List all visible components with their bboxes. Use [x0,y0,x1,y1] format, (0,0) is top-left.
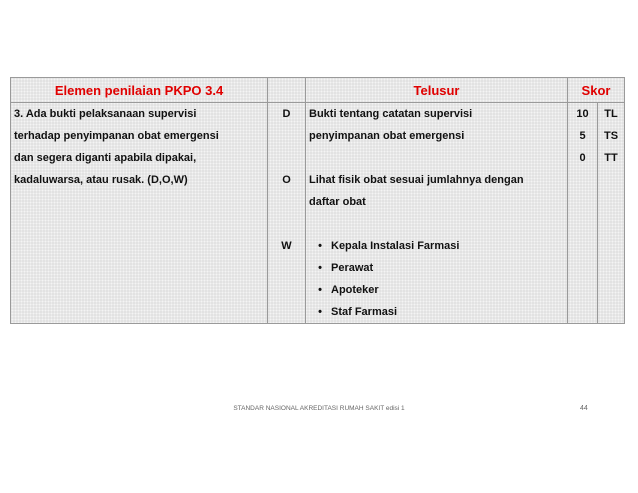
table-row [11,103,625,324]
score-label: TL [604,108,618,120]
list-item: • Staf Farmasi [306,301,567,323]
page-number: 44 [580,405,588,412]
elemen-line: dan segera diganti apabila dipakai, [14,152,197,164]
list-item: • Apoteker [306,279,567,301]
list-item: • Perawat [306,257,567,279]
score-label: TT [604,152,618,164]
code-d: D [282,108,291,120]
list-item: • Kepala Instalasi Farmasi [306,235,567,257]
telusur-o-line: daftar obat [309,196,366,208]
telusur-d-line: penyimpanan obat emergensi [309,130,465,142]
telusur-d-line: Bukti tentang catatan supervisi [309,108,473,120]
footer-text: STANDAR NASIONAL AKREDITASI RUMAH SAKIT edisi 1 [233,405,405,412]
score-cell [568,103,598,324]
code-o: O [282,174,291,186]
score-value: 0 [579,152,586,164]
header-elemen: Elemen penilaian PKPO 3.4 [11,78,268,103]
elemen-cell [11,103,268,324]
elemen-line: 3. Ada bukti pelaksanaan supervisi [14,108,197,120]
code-w: W [281,240,292,252]
bullet-icon: • [318,240,322,252]
score-label: TS [603,130,619,142]
table-header-row [11,78,625,103]
score-value: 5 [579,130,586,142]
bullet-icon: • [318,284,322,296]
score-value: 10 [576,108,589,120]
score-label-cell [598,103,625,324]
assessment-table [10,77,625,324]
elemen-line: kadaluwarsa, atau rusak. (D,O,W) [14,174,188,186]
bullet-icon: • [318,306,322,318]
telusur-cell [306,103,568,324]
bullet-icon: • [318,262,322,274]
code-cell [268,103,306,324]
elemen-line: terhadap penyimpanan obat emergensi [14,130,219,142]
header-skor: Skor [568,78,625,103]
telusur-o-line: Lihat fisik obat sesuai jumlahnya dengan [309,174,524,186]
header-telusur: Telusur [306,78,568,103]
header-kode [268,78,306,103]
